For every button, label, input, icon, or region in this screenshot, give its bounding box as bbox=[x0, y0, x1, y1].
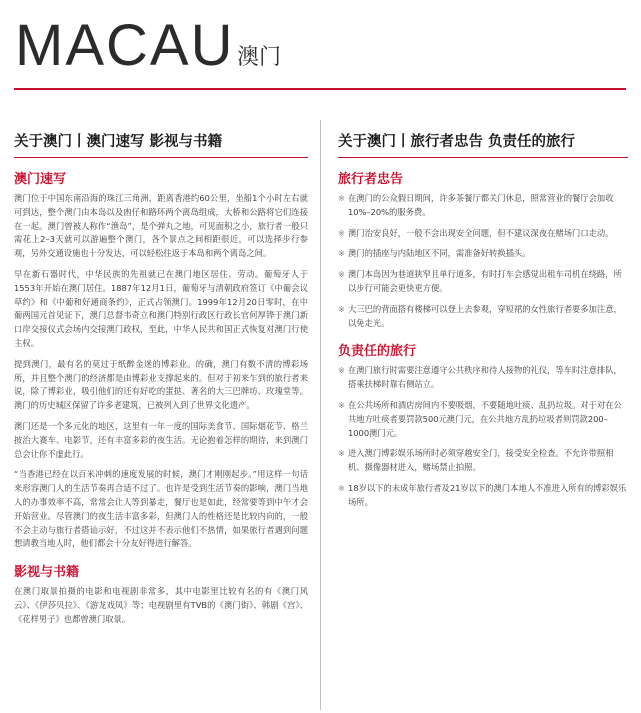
column-divider bbox=[320, 120, 321, 710]
bullet-mark: ※ bbox=[338, 365, 345, 376]
header-divider bbox=[14, 88, 626, 90]
responsible-item bbox=[338, 399, 628, 440]
sketch-paragraph: “当香港已经在以百米冲刺的速度发展的时候，澳门才刚刚起步。”用这样一句话来形容澳门人的生活节奏再合适不过了。也许是受到生活节奏的影响，澳门当地人的办事效率不高，常常会让人等到暴走，餐厅也是如此，经常要等到中午才会开始营业。尽管澳门的夜生活丰富多彩，但澳门人的性格还是比较内向的，一般不会主动与旅行者搭讪示好，不过这并不表示他们不热情，如果旅行者遇到问题想请教当地人时，他们都会十分友好得进行解答。 bbox=[14, 469, 308, 549]
left-column bbox=[14, 130, 308, 634]
responsible-item bbox=[338, 482, 628, 510]
left-section-rule bbox=[14, 157, 308, 158]
bullet-mark: ※ bbox=[338, 193, 345, 203]
advice-item bbox=[338, 247, 628, 261]
page-subtitle: 澳门 bbox=[237, 45, 282, 70]
responsible-item-text: 在澳门旅行时需要注意遵守公共秩序和待人接物的礼仪，等车时注意排队，搭乘扶梯时靠右侧站立。 bbox=[348, 365, 622, 390]
media-heading: 影视与书籍 bbox=[14, 565, 80, 581]
sketch-paragraph: 提到澳门，最有名的莫过于纸醉金迷的博彩业。的确，澳门有数不清的博彩场所，并且整个澳门的经济都是由博彩业支撑起来的。但对于初来乍到的旅行者来说，除了博彩业，吸引他们的还有好吃的蛋挞、著名的大三巴牌坊、玫瑰堂等。澳门的历史城区保留了许多老建筑，已被列入到了世界文化遗产。 bbox=[14, 358, 308, 411]
advice-item-text: 大三巴的背面搭有楼梯可以登上去参观，穿短裙的女性旅行者要多加注意，以免走光。 bbox=[348, 303, 622, 328]
responsible-item-text: 18岁以下的未成年旅行者及21岁以下的澳门本地人不准进入所有的博彩娱乐场所。 bbox=[348, 482, 627, 507]
advice-item-text: 在澳门的公众假日期间，许多茶餐厅都关门休息，照常营业的餐厅会加收10%–20%的服务费。 bbox=[348, 193, 614, 217]
page-title: MACAU bbox=[15, 13, 235, 78]
advice-heading: 旅行者忠告 bbox=[338, 172, 404, 187]
responsible-item-text: 进入澳门博彩娱乐场所时必须穿越安全门，接受安全检查。不允许带照相机、摄像器材进入，赌场禁止拍照。 bbox=[348, 448, 614, 473]
advice-item-text: 澳门本岛因为巷道狭窄且单行道多，有时打车会感觉出租车司机在绕路，所以步行可能会更快更方便。 bbox=[348, 269, 622, 293]
sketch-heading: 澳门速写 bbox=[14, 172, 67, 187]
sketch-paragraph: 澳门位于中国东南沿海的珠江三角洲，距离香港约60公里，坐船1个小时左右就可到达，整个澳门由本岛以及凼仔和路环两个离岛组成，大桥和公路将它们连接在一起。澳门曾被人称作“渔岛”，是个弹丸之地，可见面积之小，旅行者一般只需花上2–3天就可以游遍整个澳门，各个景点之间相距很近，可以选择步行参观，另外交通设施也十分发达，可以轻松往返于本岛和两个离岛之间。 bbox=[14, 193, 308, 259]
responsible-heading: 负责任的旅行 bbox=[338, 344, 417, 360]
advice-item bbox=[338, 268, 628, 296]
bullet-mark: ※ bbox=[338, 269, 345, 280]
bullet-mark: ※ bbox=[338, 482, 345, 493]
bullet-mark: ※ bbox=[338, 448, 345, 459]
bullet-mark: ※ bbox=[338, 399, 345, 410]
bullet-mark: ※ bbox=[338, 227, 345, 238]
responsible-item-text: 在公共场所和酒店房间内不要吸烟，不要随地吐痰、乱扔垃圾。对于对在公共地方吐痰者要罚款500元澳门元，在公共地方乱扔垃圾者则罚款200–1000澳门元。 bbox=[348, 399, 622, 438]
advice-item bbox=[338, 303, 628, 331]
bullet-mark: ※ bbox=[338, 248, 345, 259]
right-column bbox=[338, 130, 628, 517]
sketch-paragraph: 澳门还是一个多元化的地区，这里有一年一度的国际美食节、国际烟花节、格兰披治大赛车、电影节，还有丰富多彩的夜生活。无论抱着怎样的期待，来到澳门总会让你不虚此行。 bbox=[14, 420, 308, 459]
advice-item-text: 澳门的插座与内陆地区不同，需准备好转换插头。 bbox=[348, 248, 531, 259]
right-section-title: 关于澳门丨旅行者忠告 负责任的旅行 bbox=[338, 134, 576, 150]
responsible-item bbox=[338, 447, 628, 475]
media-paragraph: 在澳门取景拍摄的电影和电视剧非常多，其中电影里比较有名的有《澳门风云》、《伊莎贝拉》、《游龙戏凤》等；电视剧里有TVB的《澳门街》、韩剧《宫》、《花样男子》也都曾澳门取景。 bbox=[14, 586, 308, 624]
advice-item bbox=[338, 192, 628, 220]
responsible-item bbox=[338, 364, 628, 392]
sketch-paragraph: 早在新石器时代，中华民族的先祖就已在澳门地区居住、劳动。葡萄牙人于1553年开始在澳门居住。1887年12月1日，葡萄牙与清朝政府签订《中葡会议草约》和《中葡和好通商条约》，正式占领澳门。1999年12月20日零时，在中葡两国元首见证下，澳门总督韦奇立和澳门特别行政区行政长官何厚铧于澳门新口岸交接仪式会场内交接澳门政权，至此，中华人民共和国正式恢复对澳门行使主权。 bbox=[14, 268, 308, 348]
left-section-title: 关于澳门丨澳门速写 影视与书籍 bbox=[14, 134, 223, 150]
advice-item-text: 澳门治安良好，一般不会出现安全问题，但不建议深夜在赌场门口走动。 bbox=[348, 227, 614, 238]
advice-item bbox=[338, 227, 628, 241]
right-section-rule bbox=[338, 157, 628, 158]
bullet-mark: ※ bbox=[338, 303, 345, 314]
